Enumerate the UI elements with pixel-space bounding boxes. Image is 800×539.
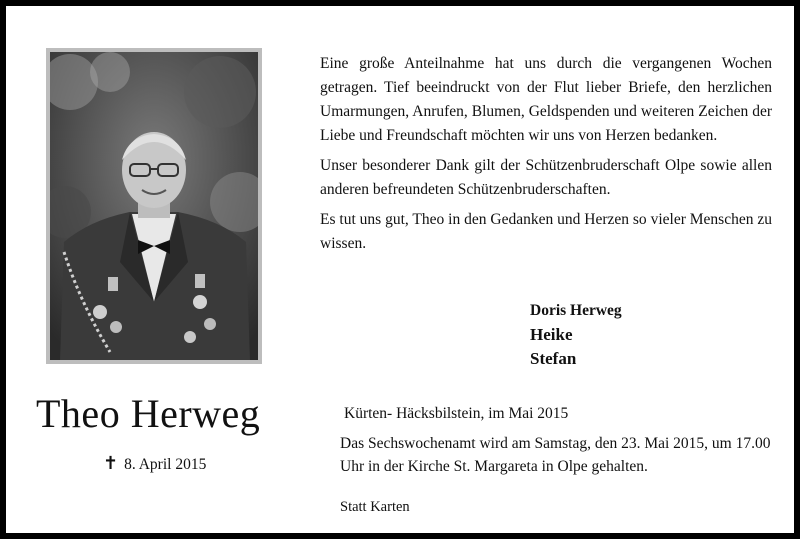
cross-icon: ✝: [103, 453, 119, 473]
signer-name: Doris Herweg: [530, 302, 622, 319]
signer-name: Heike: [530, 325, 573, 344]
message-paragraph-3: Es tut uns gut, Theo in den Gedanken und Herzen so vieler Menschen zu wissen.: [320, 211, 772, 252]
thank-you-message: [320, 52, 772, 262]
death-date: 8. April 2015: [124, 456, 207, 473]
place-date: Kürten- Häcksbilstein, im Mai 2015: [344, 405, 569, 422]
death-date-line: [103, 453, 206, 474]
signer-name: Stefan: [530, 349, 577, 368]
deceased-name: Theo Herweg: [36, 391, 261, 436]
message-paragraph-2: Unser besonderer Dank gilt der Schützenbruderschaft Olpe sowie allen anderen befreundeten Schützenbruderschaften.: [320, 157, 772, 198]
signers: [530, 299, 622, 371]
portrait-icon: [50, 52, 258, 360]
message-paragraph-1: Eine große Anteilnahme hat uns durch die vergangenen Wochen getragen. Tief beeindruckt von der Flut lieber Briefe, den herzlichen Umarmungen, Anrufen, Blumen, Geldspenden und weiteren Zeichen der Liebe und Freundschaft möchten wir uns von Herzen bedanken.: [320, 55, 772, 144]
cards-note: Statt Karten: [340, 499, 410, 515]
portrait-photo: [46, 48, 262, 364]
mass-notice: Das Sechswochenamt wird am Samstag, den 23. Mai 2015, um 17.00 Uhr in der Kirche St. Margareta in Olpe gehalten.: [340, 435, 771, 475]
